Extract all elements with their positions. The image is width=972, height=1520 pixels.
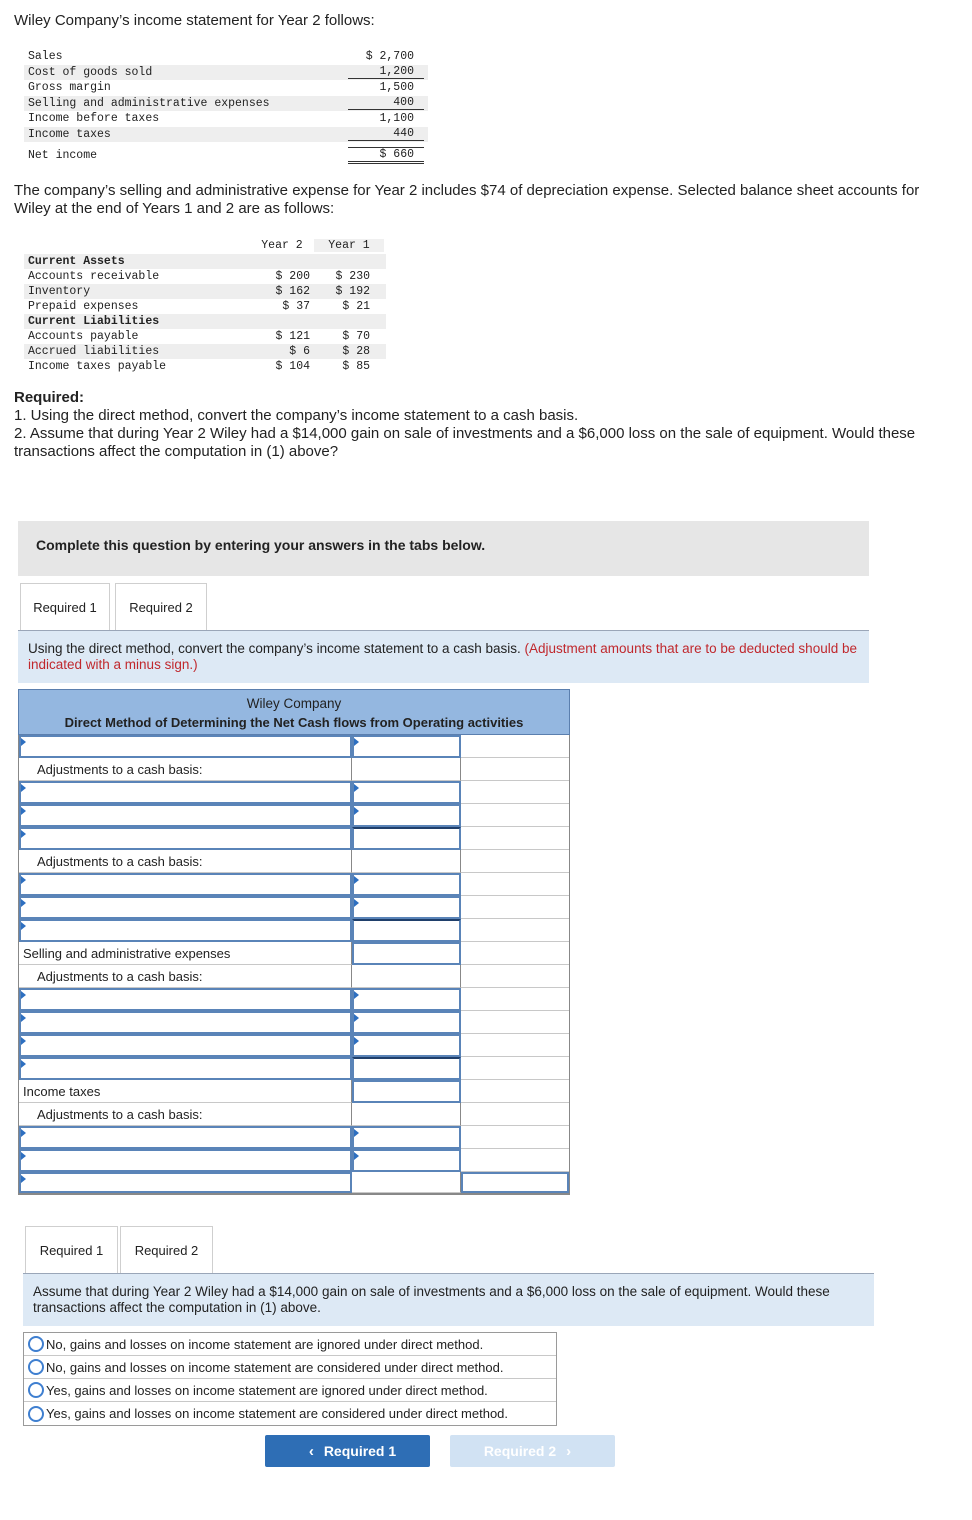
radio-icon[interactable] bbox=[28, 1359, 44, 1375]
chevron-left-icon: ‹ bbox=[308, 1442, 314, 1460]
table-row-total bbox=[18, 1172, 570, 1195]
bs-header bbox=[24, 237, 386, 254]
next-button[interactable]: Required 2 › bbox=[450, 1435, 615, 1467]
line-item-select[interactable] bbox=[19, 1057, 352, 1080]
adjustment-amount-input[interactable] bbox=[352, 873, 461, 896]
total-select[interactable] bbox=[19, 1172, 352, 1193]
question-2-text: Assume that during Year 2 Wiley had a $14,000 gain on sale of investments and a $6,000 loss on the sale of equipment. Would these transactions affect the computation in (1) above. bbox=[33, 1284, 830, 1315]
radio-icon[interactable] bbox=[28, 1382, 44, 1398]
tab-required-1[interactable]: Required 1 bbox=[25, 1226, 118, 1273]
adjustment-amount-input[interactable] bbox=[352, 896, 461, 919]
adjustment-select[interactable] bbox=[19, 804, 352, 827]
question-1-note: (Adjustment amounts that are to be deducted should be indicated with a minus sign.) bbox=[28, 641, 857, 672]
radio-option[interactable]: Yes, gains and losses on income statement are ignored under direct method. bbox=[24, 1379, 556, 1402]
bs-row: Inventory $ 162 $ 192 bbox=[24, 284, 386, 299]
bs-row: Accrued liabilities $ 6 $ 28 bbox=[24, 344, 386, 359]
line-item-select[interactable] bbox=[19, 735, 352, 758]
radio-option[interactable]: No, gains and losses on income statement are considered under direct method. bbox=[24, 1356, 556, 1379]
is-row: Selling and administrative expenses 400 bbox=[24, 96, 428, 112]
is-row: Gross margin 1,500 bbox=[28, 81, 414, 95]
income-taxes-amount-input[interactable] bbox=[352, 1080, 461, 1103]
worksheet-title: Direct Method of Determining the Net Cash flows from Operating activities bbox=[64, 715, 524, 730]
radio-option[interactable]: No, gains and losses on income statement are ignored under direct method. bbox=[24, 1333, 556, 1356]
balance-sheet-table bbox=[24, 237, 386, 374]
is-row: Income before taxes 1,100 bbox=[28, 112, 414, 126]
tab-bar-2 bbox=[25, 1226, 213, 1273]
is-row: Income taxes 440 bbox=[24, 127, 428, 143]
table-row bbox=[18, 735, 570, 758]
paragraph-balance-intro: The company’s selling and administrative expense for Year 2 includes $74 of depreciation expense. Selected balance sheet accounts for Wiley at the end of Years 1 and 2 are as follows: bbox=[14, 182, 920, 217]
table-row bbox=[18, 1126, 570, 1149]
table-row bbox=[18, 1103, 570, 1126]
adjustment-select[interactable] bbox=[19, 1034, 352, 1057]
intro-text: Wiley Company’s income statement for Year 2 follows: bbox=[14, 12, 375, 29]
adjustment-select[interactable] bbox=[19, 781, 352, 804]
instructions-text: Complete this question by entering your answers in the tabs below. bbox=[36, 537, 486, 553]
bs-row: Income taxes payable $ 104 $ 85 bbox=[28, 360, 370, 373]
radio-option[interactable]: Yes, gains and losses on income statement are considered under direct method. bbox=[24, 1402, 556, 1425]
subtotal-input[interactable] bbox=[352, 827, 461, 850]
table-row bbox=[18, 827, 570, 850]
table-row bbox=[18, 919, 570, 942]
adjustments-label: Adjustments to a cash basis: bbox=[37, 1106, 203, 1122]
table-row bbox=[18, 1149, 570, 1172]
table-row bbox=[18, 1080, 570, 1103]
income-statement bbox=[24, 49, 428, 164]
question-1-text: Using the direct method, convert the company’s income statement to a cash basis. bbox=[28, 641, 521, 656]
table-row bbox=[18, 758, 570, 781]
adjustment-amount-input[interactable] bbox=[352, 1034, 461, 1057]
table-row bbox=[18, 804, 570, 827]
amount-input[interactable] bbox=[352, 735, 461, 758]
year1-header: Year 1 bbox=[314, 239, 384, 252]
question-2-prompt bbox=[23, 1274, 874, 1326]
subtotal-input[interactable] bbox=[352, 919, 461, 942]
worksheet-header bbox=[18, 689, 570, 735]
tab-required-1[interactable]: Required 1 bbox=[20, 583, 110, 630]
adjustment-amount-input[interactable] bbox=[352, 1011, 461, 1034]
adjustment-amount-input[interactable] bbox=[352, 781, 461, 804]
table-row bbox=[18, 896, 570, 919]
table-row bbox=[18, 965, 570, 988]
required-item-2: 2. Assume that during Year 2 Wiley had a $14,000 gain on sale of investments and a $6,000 loss on the sale of equipment. Would these transactions affect the computation in (1) above? bbox=[14, 425, 916, 460]
table-row bbox=[18, 1011, 570, 1034]
table-row bbox=[18, 942, 570, 965]
tab-bar bbox=[20, 583, 207, 630]
tab-required-2[interactable]: Required 2 bbox=[115, 583, 207, 630]
tab-required-2[interactable]: Required 2 bbox=[120, 1226, 213, 1273]
radio-icon[interactable] bbox=[28, 1336, 44, 1352]
adjustment-amount-input[interactable] bbox=[352, 1126, 461, 1149]
instructions-box bbox=[18, 521, 869, 576]
line-item-select[interactable] bbox=[19, 919, 352, 942]
adjustment-select[interactable] bbox=[19, 1149, 352, 1172]
adjustments-label: Adjustments to a cash basis: bbox=[37, 853, 203, 869]
bs-row: Accounts payable $ 121 $ 70 bbox=[28, 330, 370, 343]
chevron-right-icon: › bbox=[566, 1442, 572, 1460]
adjustment-amount-input[interactable] bbox=[352, 804, 461, 827]
adjustment-select[interactable] bbox=[19, 896, 352, 919]
adjustment-amount-input[interactable] bbox=[352, 988, 461, 1011]
sga-amount-input[interactable] bbox=[352, 942, 461, 965]
table-row bbox=[18, 873, 570, 896]
adjustment-select[interactable] bbox=[19, 1011, 352, 1034]
bs-section: Current Assets bbox=[24, 254, 386, 269]
adjustment-amount-input[interactable] bbox=[352, 1149, 461, 1172]
table-row bbox=[18, 850, 570, 873]
required-item-1: 1. Using the direct method, convert the company’s income statement to a cash basis. bbox=[14, 407, 579, 424]
is-row: Sales $ 2,700 bbox=[28, 50, 414, 64]
answer-options bbox=[23, 1332, 557, 1426]
worksheet-company: Wiley Company bbox=[246, 696, 342, 711]
income-taxes-label: Income taxes bbox=[23, 1083, 101, 1099]
table-row bbox=[18, 1057, 570, 1080]
required-heading: Required: bbox=[14, 389, 85, 406]
radio-icon[interactable] bbox=[28, 1406, 44, 1422]
is-row: Cost of goods sold 1,200 bbox=[24, 65, 428, 81]
question-1-prompt bbox=[18, 631, 869, 683]
total-input[interactable] bbox=[461, 1172, 569, 1193]
adjustment-select[interactable] bbox=[19, 988, 352, 1011]
sga-label: Selling and administrative expenses bbox=[23, 945, 231, 961]
bs-row: Prepaid expenses $ 37 $ 21 bbox=[28, 300, 370, 313]
adjustments-label: Adjustments to a cash basis: bbox=[37, 968, 203, 984]
line-item-select[interactable] bbox=[19, 827, 352, 850]
table-row bbox=[18, 1034, 570, 1057]
table-row bbox=[18, 988, 570, 1011]
bs-section: Current Liabilities bbox=[24, 314, 386, 329]
adjustment-select[interactable] bbox=[19, 1126, 352, 1149]
table-row bbox=[18, 781, 570, 804]
required-section bbox=[14, 389, 954, 461]
adjustments-label: Adjustments to a cash basis: bbox=[37, 761, 203, 777]
year2-header: Year 2 bbox=[250, 239, 314, 252]
is-row-net-income: Net income $ 660 bbox=[24, 146, 428, 164]
worksheet-table bbox=[18, 689, 570, 1195]
adjustment-select[interactable] bbox=[19, 873, 352, 896]
bs-row: Accounts receivable $ 200 $ 230 bbox=[28, 270, 370, 283]
prev-button[interactable]: ‹ Required 1 bbox=[265, 1435, 430, 1467]
subtotal-input[interactable] bbox=[352, 1057, 461, 1080]
